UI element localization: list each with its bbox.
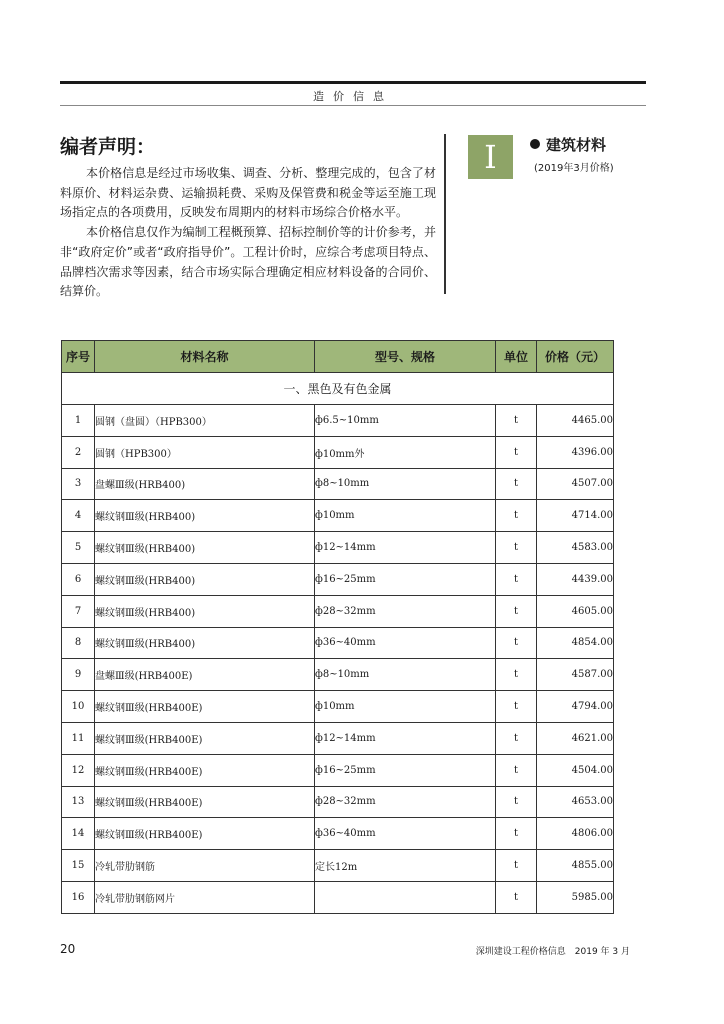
cell-unit: t xyxy=(496,500,537,532)
cell-name: 螺纹钢Ⅲ级(HRB400E) xyxy=(95,818,315,850)
cell-spec xyxy=(315,881,496,913)
header-seq: 序号 xyxy=(62,341,95,373)
cell-price: 4621.00 xyxy=(537,722,614,754)
cell-spec: ф12~14mm xyxy=(315,722,496,754)
cell-unit: t xyxy=(496,627,537,659)
cell-seq: 14 xyxy=(62,818,95,850)
cell-price: 4653.00 xyxy=(537,786,614,818)
cell-unit: t xyxy=(496,722,537,754)
cell-seq: 3 xyxy=(62,468,95,500)
cell-seq: 15 xyxy=(62,850,95,882)
table-row xyxy=(62,754,614,786)
cell-seq: 7 xyxy=(62,595,95,627)
table-header-row xyxy=(62,341,614,373)
cell-seq: 8 xyxy=(62,627,95,659)
cell-spec: ф12~14mm xyxy=(315,532,496,564)
cell-seq: 12 xyxy=(62,754,95,786)
cell-name: 螺纹钢Ⅲ级(HRB400E) xyxy=(95,754,315,786)
table-row xyxy=(62,786,614,818)
cell-seq: 10 xyxy=(62,691,95,723)
table-row xyxy=(62,405,614,437)
table-row xyxy=(62,532,614,564)
category-title xyxy=(530,134,606,155)
table-row xyxy=(62,818,614,850)
cell-price: 4583.00 xyxy=(537,532,614,564)
section-title: 一、黑色及有色金属 xyxy=(62,373,614,405)
cell-spec: ф28~32mm xyxy=(315,595,496,627)
cell-price: 5985.00 xyxy=(537,881,614,913)
cell-spec: ф36~40mm xyxy=(315,818,496,850)
cell-unit: t xyxy=(496,881,537,913)
cell-unit: t xyxy=(496,754,537,786)
cell-unit: t xyxy=(496,850,537,882)
cell-price: 4465.00 xyxy=(537,405,614,437)
cell-name: 螺纹钢Ⅲ级(HRB400E) xyxy=(95,786,315,818)
cell-spec: ф10mm xyxy=(315,691,496,723)
cell-name: 盘螺Ⅲ级(HRB400E) xyxy=(95,659,315,691)
cell-spec: ф28~32mm xyxy=(315,786,496,818)
cell-seq: 6 xyxy=(62,563,95,595)
cell-seq: 4 xyxy=(62,500,95,532)
cell-name: 冷轧带肋钢筋 xyxy=(95,850,315,882)
header-top-rule xyxy=(60,81,646,84)
table-row xyxy=(62,850,614,882)
cell-seq: 9 xyxy=(62,659,95,691)
cell-price: 4396.00 xyxy=(537,436,614,468)
cell-spec: ф8~10mm xyxy=(315,468,496,500)
cell-unit: t xyxy=(496,786,537,818)
cell-spec: ф16~25mm xyxy=(315,563,496,595)
cell-price: 4439.00 xyxy=(537,563,614,595)
header-unit: 单位 xyxy=(496,341,537,373)
cell-name: 螺纹钢Ⅲ级(HRB400) xyxy=(95,500,315,532)
cell-price: 4794.00 xyxy=(537,691,614,723)
cell-spec: ф8~10mm xyxy=(315,659,496,691)
category-subtitle: (2019年3月价格) xyxy=(534,163,614,174)
cell-name: 螺纹钢Ⅲ级(HRB400) xyxy=(95,627,315,659)
statement-title: 编者声明： xyxy=(60,136,156,158)
cell-seq: 2 xyxy=(62,436,95,468)
cell-seq: 11 xyxy=(62,722,95,754)
cell-unit: t xyxy=(496,405,537,437)
cell-price: 4714.00 xyxy=(537,500,614,532)
cell-seq: 1 xyxy=(62,405,95,437)
header-spec: 型号、规格 xyxy=(315,341,496,373)
table-row xyxy=(62,563,614,595)
table-row xyxy=(62,881,614,913)
cell-name: 冷轧带肋钢筋网片 xyxy=(95,881,315,913)
cell-name: 盘螺Ⅲ级(HRB400) xyxy=(95,468,315,500)
table-row xyxy=(62,722,614,754)
cell-name: 圆钢（盘圆）（HPB300） xyxy=(95,405,315,437)
cell-unit: t xyxy=(496,818,537,850)
price-table xyxy=(61,340,614,914)
cell-spec: ф36~40mm xyxy=(315,627,496,659)
cell-price: 4854.00 xyxy=(537,627,614,659)
cell-unit: t xyxy=(496,436,537,468)
cell-seq: 16 xyxy=(62,881,95,913)
page-number: 20 xyxy=(60,942,76,956)
cell-price: 4855.00 xyxy=(537,850,614,882)
footer-publication: 深圳建设工程价格信息 2019 年 3 月 xyxy=(475,947,630,957)
cell-name: 螺纹钢Ⅲ级(HRB400E) xyxy=(95,691,315,723)
table-row xyxy=(62,468,614,500)
cell-name: 圆钢（HPB300） xyxy=(95,436,315,468)
header-title: 造价信息 xyxy=(313,90,393,103)
category-numeral-box: I xyxy=(468,135,513,179)
category-title-text: 建筑材料 xyxy=(546,136,607,154)
cell-unit: t xyxy=(496,468,537,500)
statement-paragraph: 本价格信息仅作为编制工程概预算、招标控制价等的计价参考，并非“政府定价”或者“政府指导价”。工程计价时，应综合考虑项目特点、品牌档次需求等因素，结合市场实际合理确定相应材料设备的合同价、结算价。 xyxy=(60,225,436,299)
cell-price: 4504.00 xyxy=(537,754,614,786)
section-row xyxy=(62,373,614,405)
header-price: 价格（元） xyxy=(537,341,614,373)
cell-name: 螺纹钢Ⅲ级(HRB400) xyxy=(95,563,315,595)
cell-price: 4806.00 xyxy=(537,818,614,850)
cell-unit: t xyxy=(496,563,537,595)
cell-unit: t xyxy=(496,659,537,691)
cell-unit: t xyxy=(496,595,537,627)
cell-spec: ф10mm xyxy=(315,500,496,532)
table-row xyxy=(62,436,614,468)
statement-body xyxy=(60,164,436,302)
table-row xyxy=(62,627,614,659)
cell-price: 4507.00 xyxy=(537,468,614,500)
header-bottom-rule xyxy=(60,105,646,106)
vertical-divider xyxy=(444,134,446,294)
table-row xyxy=(62,500,614,532)
table-row xyxy=(62,595,614,627)
cell-price: 4587.00 xyxy=(537,659,614,691)
cell-unit: t xyxy=(496,691,537,723)
cell-spec: ф6.5~10mm xyxy=(315,405,496,437)
cell-seq: 5 xyxy=(62,532,95,564)
cell-spec: ф10mm外 xyxy=(315,436,496,468)
cell-spec: 定长12m xyxy=(315,850,496,882)
statement-paragraph: 本价格信息是经过市场收集、调查、分析、整理完成的，包含了材料原价、材料运杂费、运输损耗费、采购及保管费和税金等运至施工现场指定点的各项费用，反映发布周期内的材料市场综合价格水平。 xyxy=(60,166,436,220)
cell-name: 螺纹钢Ⅲ级(HRB400) xyxy=(95,595,315,627)
header-name: 材料名称 xyxy=(95,341,315,373)
cell-name: 螺纹钢Ⅲ级(HRB400) xyxy=(95,532,315,564)
cell-unit: t xyxy=(496,532,537,564)
bullet-dot-icon xyxy=(530,139,540,149)
cell-name: 螺纹钢Ⅲ级(HRB400E) xyxy=(95,722,315,754)
cell-price: 4605.00 xyxy=(537,595,614,627)
cell-seq: 13 xyxy=(62,786,95,818)
table-row xyxy=(62,691,614,723)
table-row xyxy=(62,659,614,691)
cell-spec: ф16~25mm xyxy=(315,754,496,786)
